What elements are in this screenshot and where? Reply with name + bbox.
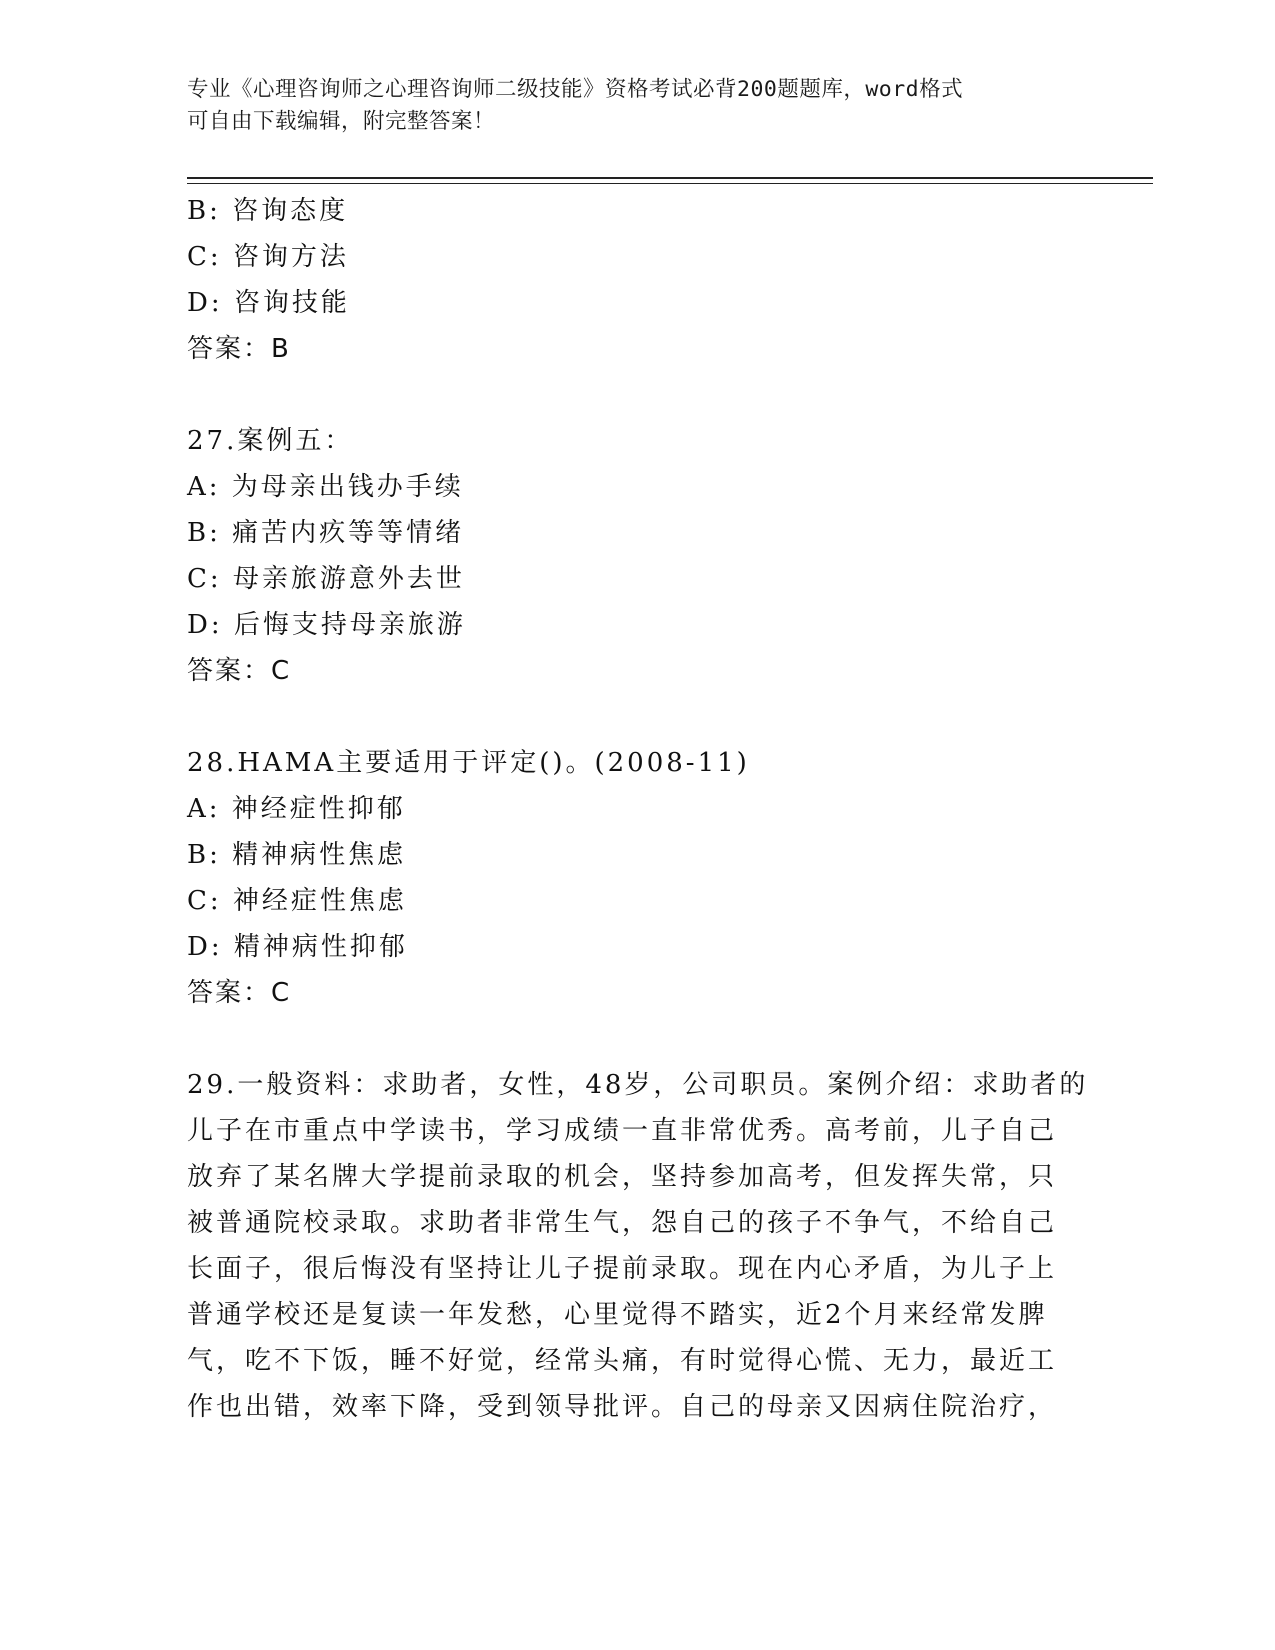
option-c: C: 母亲旅游意外去世 (187, 564, 465, 594)
paragraph-line: 普通学校还是复读一年发愁，心里觉得不踏实，近2个月来经常发脾 (187, 1300, 1048, 1330)
answer-line: 答案：C (187, 656, 292, 686)
paragraph-line: 长面子，很后悔没有坚持让儿子提前录取。现在内心矛盾，为儿子上 (187, 1254, 1058, 1284)
header-rule-thin (187, 183, 1153, 184)
header-line-2: 可自由下载编辑，附完整答案！ (187, 109, 496, 134)
question-29 (187, 1062, 1087, 1430)
header-rule-thick (187, 177, 1153, 179)
paragraph-line: 儿子在市重点中学读书，学习成绩一直非常优秀。高考前，儿子自己 (187, 1116, 1058, 1146)
option-a: A: 神经症性抑郁 (187, 794, 406, 824)
question-27 (187, 418, 1087, 694)
spacer (187, 372, 1087, 418)
paragraph-line: 作也出错，效率下降，受到领导批评。自己的母亲又因病住院治疗， (187, 1392, 1058, 1422)
paragraph-line: 被普通院校录取。求助者非常生气，怨自己的孩子不争气，不给自己 (187, 1208, 1058, 1238)
option-d: D: 后悔支持母亲旅游 (187, 610, 466, 640)
question-28 (187, 740, 1087, 1016)
paragraph-line: 放弃了某名牌大学提前录取的机会，坚持参加高考，但发挥失常，只 (187, 1162, 1058, 1192)
answer-line: 答案：B (187, 334, 291, 364)
option-a: A: 为母亲出钱办手续 (187, 472, 464, 502)
header-line-1: 专业《心理咨询师之心理咨询师二级技能》资格考试必背200题题库，word格式 (187, 77, 964, 102)
option-b: B: 精神病性焦虑 (187, 840, 407, 870)
option-c: C: 神经症性焦虑 (187, 886, 407, 916)
spacer (187, 694, 1087, 740)
option-b: B: 咨询态度 (187, 196, 349, 226)
option-d: D: 精神病性抑郁 (187, 932, 408, 962)
spacer (187, 1016, 1087, 1062)
page-header (187, 74, 1067, 138)
option-d: D: 咨询技能 (187, 288, 350, 318)
paragraph-line: 气，吃不下饭，睡不好觉，经常头痛，有时觉得心慌、无力，最近工 (187, 1346, 1058, 1376)
paragraph-line: 29.一般资料：求助者，女性，48岁，公司职员。案例介绍：求助者的 (187, 1070, 1089, 1100)
question-stem: 28.HAMA主要适用于评定()。(2008-11) (187, 748, 750, 778)
question-26-tail (187, 188, 1087, 372)
answer-line: 答案：C (187, 978, 292, 1008)
question-content (187, 188, 1087, 1430)
option-c: C: 咨询方法 (187, 242, 349, 272)
option-b: B: 痛苦内疚等等情绪 (187, 518, 465, 548)
question-stem: 27.案例五： (187, 426, 354, 456)
